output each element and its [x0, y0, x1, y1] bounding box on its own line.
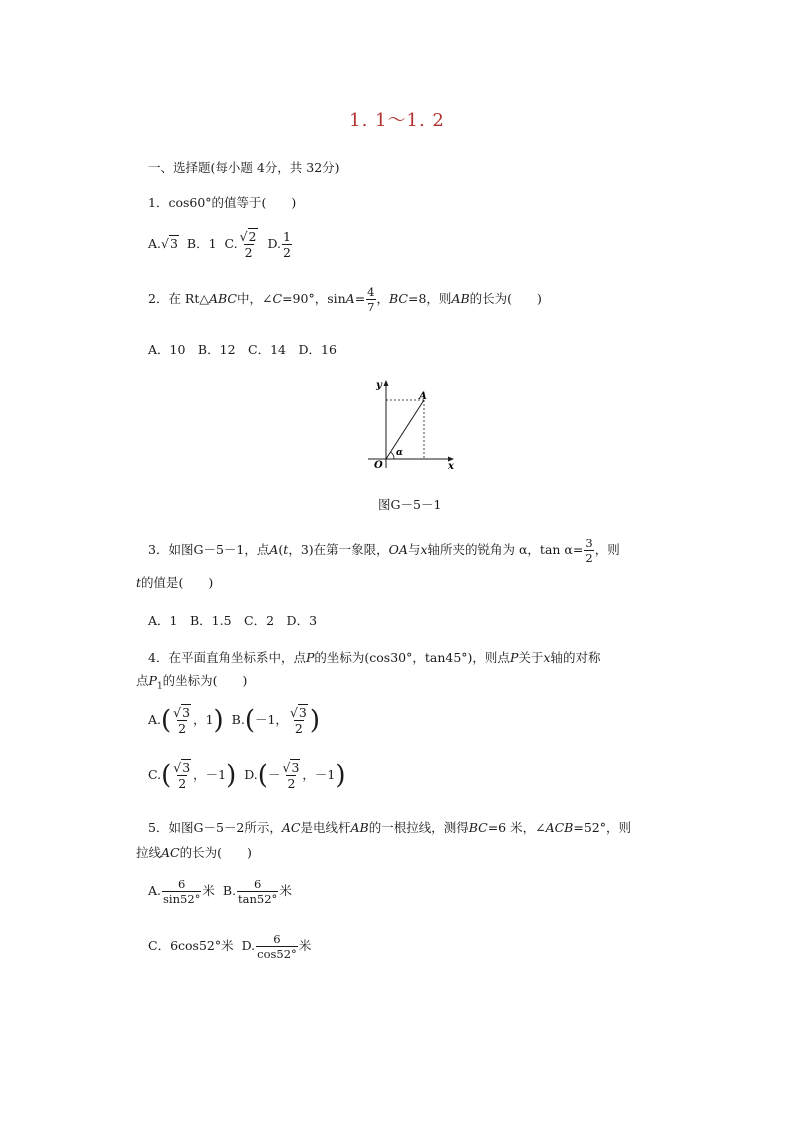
fraction: $\frac{6}{\tan 52^\circ}$ — [238, 877, 278, 907]
figure-g-5-1 — [362, 372, 462, 472]
question-4-options-cd: C.( $\frac{√3}{2}$ ，－1) D.(－ $\frac{√3}{2}$ ，－1) — [148, 760, 346, 792]
figure-caption: 图G－5－1 — [378, 497, 442, 512]
question-5-line2: 拉线AC的长为( ) — [136, 845, 252, 860]
angle-arc — [391, 452, 395, 459]
fraction: $\frac{6}{\sin 52^\circ}$ — [163, 877, 201, 907]
fraction: $\frac{√3}{2}$ — [173, 760, 191, 792]
alpha-label: α — [396, 448, 403, 458]
question-5-options-cd: C．6cos52°米 D. $\frac{6}{\cos 52^\circ}$ 米 — [148, 932, 312, 962]
sqrt-expression: √3 — [161, 236, 178, 252]
question-3-line2: t的值是( ) — [136, 575, 214, 590]
fraction: $\frac{√3}{2}$ — [289, 705, 307, 737]
page-title: 1. 1～1. 2 — [349, 110, 445, 131]
fraction: $\frac{√3}{2}$ — [173, 705, 191, 737]
question-2-options: A．10 B．12 C．14 D．16 — [148, 342, 337, 357]
fraction: $\frac{6}{\cos 52^\circ}$ — [257, 932, 297, 962]
ray-oa — [386, 400, 424, 459]
question-4-line2: 点$P_1$的坐标为( ) — [136, 673, 248, 692]
question-5-options-ab: A. $\frac{6}{\sin 52^\circ}$ 米 B. $\frac{6}{\tan 52^\circ}$ 米 — [148, 877, 292, 907]
fraction: $\frac{1}{2}$ — [283, 229, 291, 261]
question-4-stem: 4．在平面直角坐标系中，点P的坐标为(cos30°，tan45°)，则点P关于x轴的对称 — [148, 650, 601, 665]
fraction: $\frac{3}{2}$ — [585, 536, 593, 566]
question-1-stem: 1．cos60°的值等于( ) — [148, 195, 297, 210]
question-3-stem: 3．如图G－5－1，点A(t，3)在第一象限，OA与x轴所夹的锐角为 α，tan α= $\frac{3}{2}$ ，则 — [148, 536, 620, 566]
question-4-options-ab: A.( $\frac{√3}{2}$ ，1) B.(－1， $\frac{√3}{2}$ ) — [148, 705, 321, 737]
y-label: y — [376, 380, 382, 391]
x-label: x — [448, 461, 454, 472]
option-c-label: C. — [224, 236, 238, 252]
y-axis-arrow — [384, 380, 389, 386]
question-5-stem: 5．如图G－5－2所示，AC是电线杆AB的一根拉线，测得BC=6 米，∠ACB=52°，则 — [148, 820, 631, 835]
option-d-label: D. — [267, 236, 282, 252]
question-3-options: A．1 B．1.5 C．2 D．3 — [148, 613, 318, 628]
question-1-options — [148, 230, 293, 259]
fraction: $\frac{√2}{2}$ — [239, 229, 257, 261]
option-b: B．1 — [186, 236, 217, 252]
origin-label: O — [374, 460, 383, 471]
fraction: $\frac{4}{7}$ — [367, 285, 375, 315]
fraction: $\frac{√3}{2}$ — [282, 760, 300, 792]
option-a-label: A. — [148, 236, 162, 252]
question-2-stem: 2．在 Rt△ABC中，∠C=90°，sinA= $\frac{4}{7}$ ，BC=8，则AB的长为( ) — [148, 285, 542, 315]
point-a-label: A — [419, 391, 427, 402]
section-heading: 一、选择题(每小题 4分，共 32分) — [148, 160, 340, 175]
